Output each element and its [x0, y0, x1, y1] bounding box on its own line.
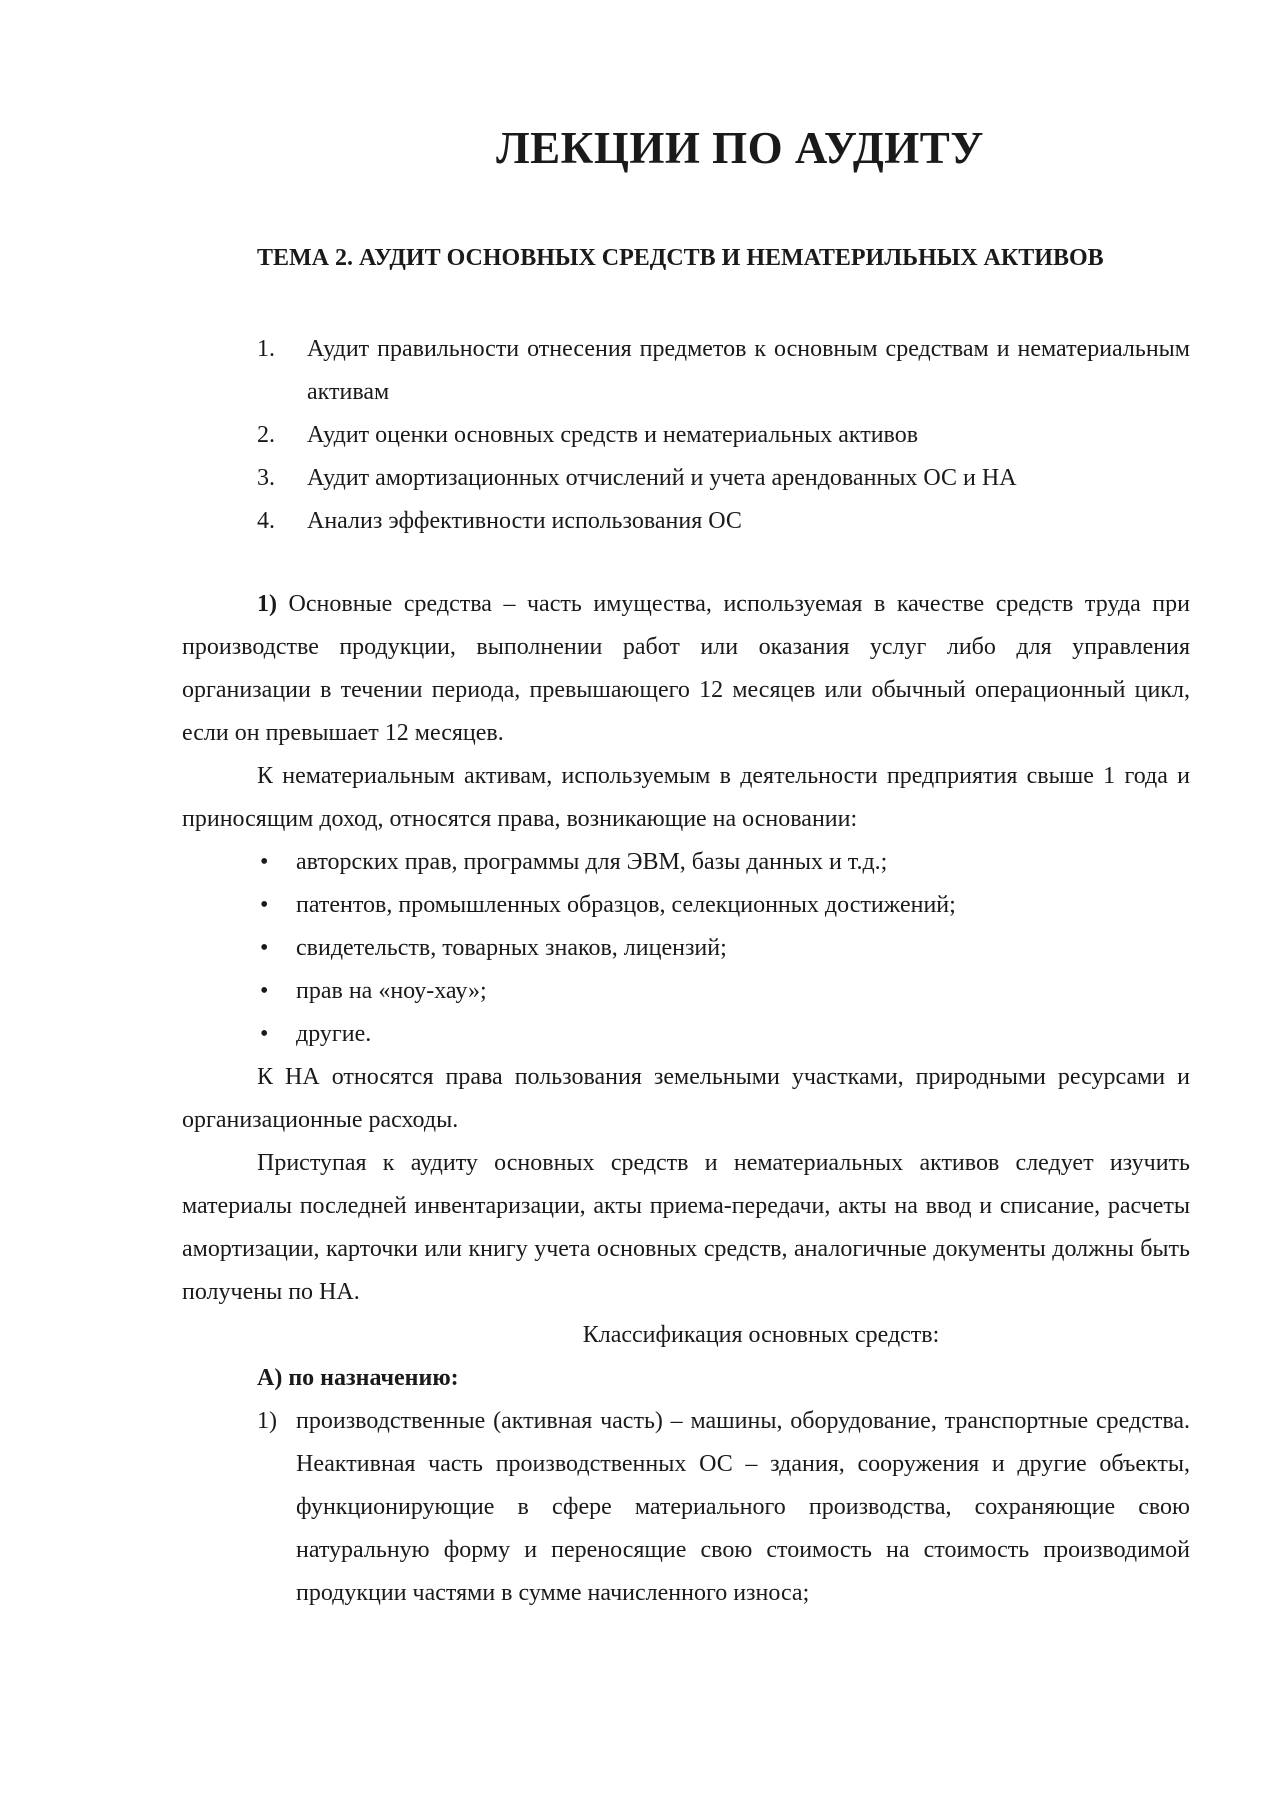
- paragraph-intangible-assets: К нематериальным активам, используемым в деятельности предприятия свыше 1 года и приносящим доход, относятся права, возникающие на основании:: [182, 763, 1190, 832]
- list-item: [182, 1013, 1190, 1056]
- toc-item: [257, 457, 1190, 500]
- toc-item-number: 4.: [257, 508, 275, 534]
- list-item: [182, 841, 1190, 884]
- toc-item: [257, 500, 1190, 543]
- paragraph-land-rights: К НА относятся права пользования земельными участками, природными ресурсами и организационные расходы.: [182, 1064, 1190, 1133]
- list-item: [182, 970, 1190, 1013]
- paragraph-text: Основные средства – часть имущества, используемая в качестве средств труда при производстве продукции, выполнении работ или оказания услуг либо для управления организации в течении периода, превышающего 12 месяцев или обычный операционный цикл, если он превышает 12 месяцев.: [182, 591, 1190, 746]
- toc-item: [257, 414, 1190, 457]
- bullet-marker: •: [260, 1021, 269, 1047]
- toc-item-number: 2.: [257, 422, 275, 448]
- list-item-text: другие.: [296, 1021, 372, 1047]
- toc-item-text: Аудит оценки основных средств и нематериальных активов: [307, 422, 919, 448]
- toc-item-number: 3.: [257, 465, 275, 491]
- bullet-marker: •: [260, 978, 269, 1004]
- toc-item-number: 1.: [257, 336, 275, 362]
- document-subtitle: ТЕМА 2. АУДИТ ОСНОВНЫХ СРЕДСТВ И НЕМАТЕРИЛЬНЫХ АКТИВОВ: [257, 245, 1104, 271]
- bullet-marker: •: [260, 849, 269, 875]
- list-item-text: прав на «ноу-хау»;: [296, 978, 487, 1004]
- numbered-item-number: 1): [257, 1408, 277, 1434]
- bullet-marker: •: [260, 935, 269, 961]
- paragraph-lead-number: 1): [257, 591, 277, 617]
- document-body: [182, 583, 1190, 1615]
- document-title: ЛЕКЦИИ ПО АУДИТУ: [496, 123, 984, 173]
- paragraph-fixed-assets-definition: [182, 583, 1190, 755]
- toc-item-text: Аудит амортизационных отчислений и учета арендованных ОС и НА: [307, 465, 1017, 491]
- paragraph-audit-approach: Приступая к аудиту основных средств и нематериальных активов следует изучить материалы последней инвентаризации, акты приема-передачи, акты на ввод и списание, расчеты амортизации, карточки или книгу учета основных средств, аналогичные документы должны быть получены по НА.: [182, 1150, 1190, 1305]
- bullet-marker: •: [260, 892, 269, 918]
- numbered-item-text: производственные (активная часть) – машины, оборудование, транспортные средства. Неактивная часть производственных ОС – здания, сооружения и другие объекты, функционирующие в сфере материального производства, сохраняющие свою натуральную форму и переносящие свою стоимость на стоимость производимой продукции частями в сумме начисленного износа;: [296, 1408, 1190, 1606]
- toc-item: [257, 328, 1190, 414]
- bullet-list: [182, 841, 1190, 1056]
- toc-item-text: Анализ эффективности использования ОС: [307, 508, 742, 534]
- table-of-contents: [257, 328, 1190, 543]
- list-item: [182, 884, 1190, 927]
- numbered-item: [182, 1400, 1190, 1615]
- list-item-text: авторских прав, программы для ЭВМ, базы данных и т.д.;: [296, 849, 888, 875]
- list-item: [182, 927, 1190, 970]
- subheading-by-purpose: А) по назначению:: [257, 1365, 459, 1391]
- classification-heading: Классификация основных средств:: [582, 1322, 940, 1348]
- list-item-text: свидетельств, товарных знаков, лицензий;: [296, 935, 727, 961]
- list-item-text: патентов, промышленных образцов, селекционных достижений;: [296, 892, 956, 918]
- toc-item-text: Аудит правильности отнесения предметов к основным средствам и нематериальным активам: [307, 336, 1190, 405]
